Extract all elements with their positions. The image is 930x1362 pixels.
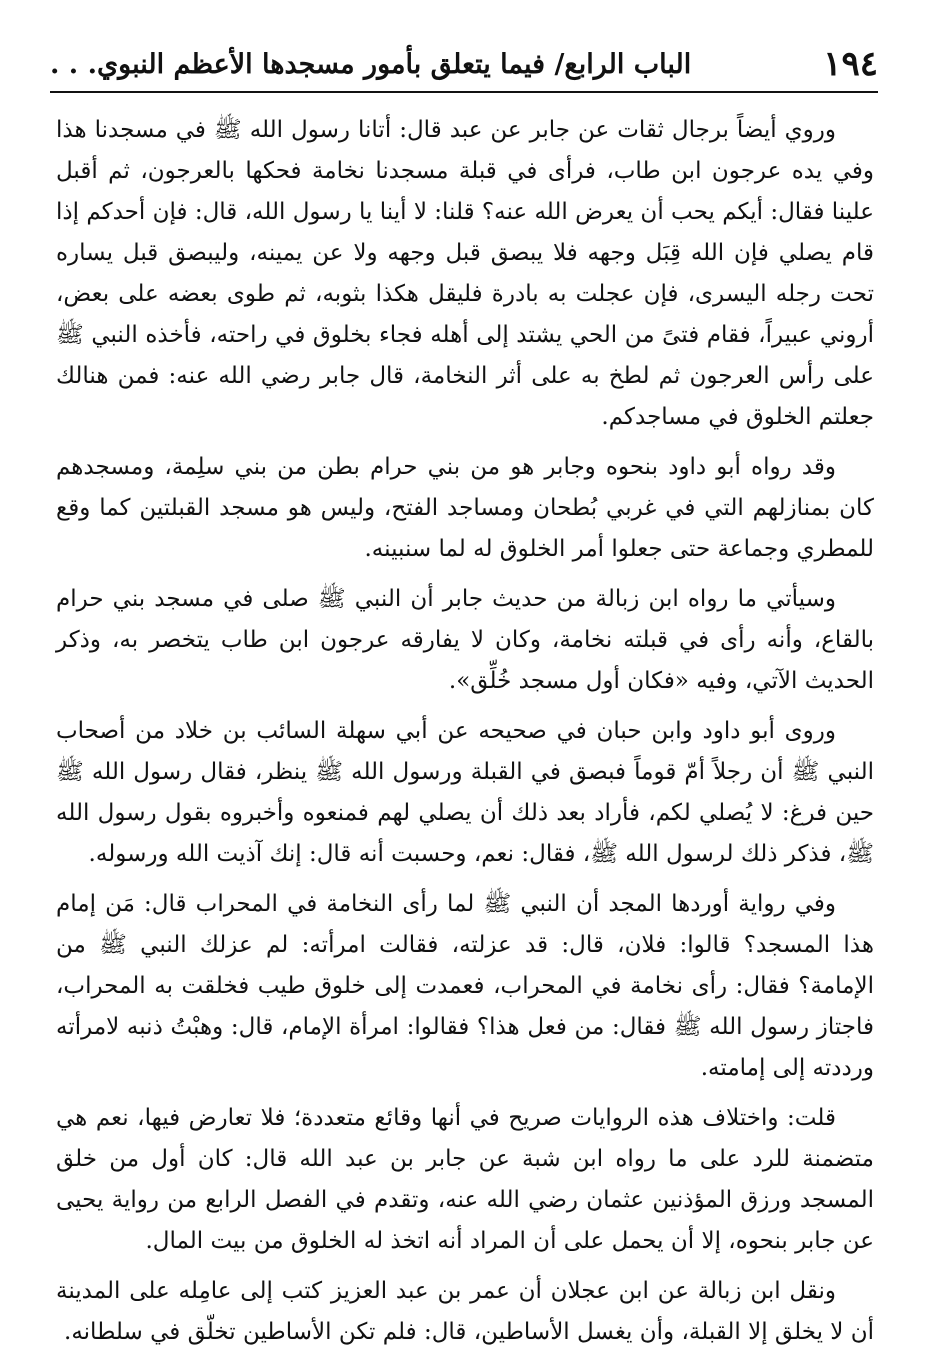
header-divider [50, 91, 878, 93]
paragraph-4: وروى أبو داود وابن حبان في صحيحه عن أبي سهلة السائب بن خلاد من أصحاب النبي ﷺ أن رجلاً أمّ قوماً فبصق في القبلة ورسول الله ﷺ ينظر، فقال رسول الله ﷺ حين فرغ: لا يُصلي لكم، فأراد بعد ذلك أن يصلي لهم فمنعوه وأخبروه بقول رسول الله ﷺ، فذكر ذلك لرسول الله ﷺ، فقال: نعم، وحسبت أنه قال: إنك آذيت الله ورسوله. [56, 718, 874, 867]
paragraph-2: وقد رواه أبو داود بنحوه وجابر هو من بني حرام بطن من بني سلِمة، ومسجدهم كان بمنازلهم التي في غربي بُطحان ومساجد الفتح، وليس هو مسجد القبلتين كما وقع للمطري وجماعة حتى جعلوا أمر الخلوق له لما سنبينه. [56, 454, 874, 562]
paragraph-6: قلت: واختلاف هذه الروايات صريح في أنها وقائع متعددة؛ فلا تعارض فيها، نعم هي متضمنة للرد على ما رواه ابن شبة عن جابر بن عبد الله قال: كان أول من خلق المسجد ورزق المؤذنين عثمان رضي الله عنه، وتقدم في الفصل الرابع من رواية يحيى عن جابر بنحوه، إلا أن يحمل على أن المراد أنه اتخذ له الخلوق من بيت المال. [56, 1105, 874, 1254]
paragraph-1: وروي أيضاً برجال ثقات عن جابر عن عبد قال: أتانا رسول الله ﷺ في مسجدنا هذا وفي يده عرجون ابن طاب، فرأى في قبلة مسجدنا نخامة فحكها بالعرجون، ثم أقبل علينا فقال: أيكم يحب أن يعرض الله عنه؟ قلنا: لا أينا يا رسول الله، قال: فإن أحدكم إذا قام يصلي فإن الله قِبَل وجهه فلا يبصق قبل وجهه ولا عن يمينه، وليبصق قبل يساره تحت رجله اليسرى، فإن عجلت به بادرة فليقل هكذا بثوبه، ثم طوى بعضه على بعض، أروني عبيراً، فقام فتىً من الحي يشتد إلى أهله فجاء بخلوق في راحته، فأخذه النبي ﷺ على رأس العرجون ثم لطخ به على أثر النخامة، قال جابر رضي الله عنه: فمن هنالك جعلتم الخلوق في مساجدكم. [56, 117, 874, 430]
paragraph-3: وسيأتي ما رواه ابن زبالة من حديث جابر أن النبي ﷺ صلى في مسجد بني حرام بالقاع، وأنه رأى في قبلته نخامة، وكان لا يفارقه عرجون ابن طاب يتخصر به، وذكر الحديث الآتي، وفيه «فكان أول مسجد خُلِّق». [56, 586, 874, 694]
running-title: الباب الرابع/ فيما يتعلق بأمور مسجدها الأعظم النبوي. . . [50, 48, 692, 80]
body-text [56, 110, 874, 1362]
paragraph-7: ونقل ابن زبالة عن ابن عجلان أن عمر بن عبد العزيز كتب إلى عامِله على المدينة أن لا يخلق إلا القبلة، وأن يغسل الأساطين، قال: فلم تكن الأساطين تخلّق في سلطانه. [56, 1278, 874, 1345]
page-header [50, 40, 878, 88]
page-number: ١٩٤ [823, 44, 878, 84]
paragraph-5: وفي رواية أوردها المجد أن النبي ﷺ لما رأى النخامة في المحراب قال: مَن إمام هذا المسجد؟ قالوا: فلان، قال: قد عزلته، فقالت امرأته: لم عزلك النبي ﷺ من الإمامة؟ فقال: رأى نخامة في المحراب، فعمدت إلى خلوق طيب فخلقت به المحراب، فاجتاز رسول الله ﷺ فقال: من فعل هذا؟ فقالوا: امرأة الإمام، قال: وهبْتُ ذنبه لامرأته ورددته إلى إمامته. [56, 891, 874, 1081]
